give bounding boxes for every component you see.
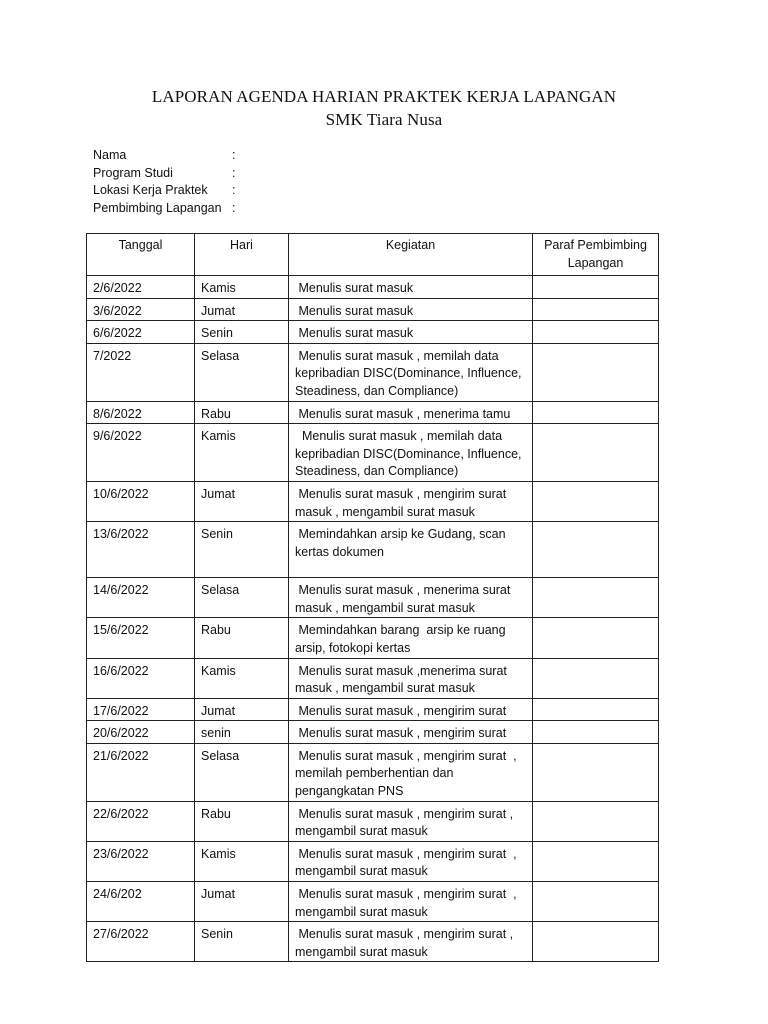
header-kegiatan: Kegiatan — [289, 234, 533, 276]
table-row — [87, 321, 659, 344]
cell-day: Rabu — [195, 618, 289, 658]
table-row — [87, 922, 659, 962]
table-row — [87, 743, 659, 801]
cell-activity: Menulis surat masuk , mengirim surat — [289, 721, 533, 744]
cell-day: Senin — [195, 522, 289, 578]
info-separator: : — [232, 200, 236, 215]
cell-date: 8/6/2022 — [87, 401, 195, 424]
cell-activity: Menulis surat masuk , mengirim surat , mengambil surat masuk — [289, 882, 533, 922]
cell-day: Rabu — [195, 401, 289, 424]
cell-signature — [533, 841, 659, 881]
cell-activity: Memindahkan arsip ke Gudang, scan kertas dokumen — [289, 522, 533, 578]
cell-date: 20/6/2022 — [87, 721, 195, 744]
cell-signature — [533, 743, 659, 801]
cell-date: 6/6/2022 — [87, 321, 195, 344]
table-row — [87, 424, 659, 482]
info-separator: : — [232, 148, 236, 162]
cell-signature — [533, 658, 659, 698]
school-name: SMK Tiara Nusa — [325, 110, 443, 129]
cell-activity: Menulis surat masuk , menerima surat masuk , mengambil surat masuk — [289, 578, 533, 618]
cell-day: Selasa — [195, 743, 289, 801]
table-row — [87, 298, 659, 321]
cell-signature — [533, 276, 659, 299]
cell-activity: Menulis surat masuk , menerima tamu — [289, 401, 533, 424]
cell-activity: Menulis surat masuk , mengirim surat masuk , mengambil surat masuk — [289, 481, 533, 521]
info-row-pembimbing — [93, 200, 242, 218]
cell-signature — [533, 618, 659, 658]
cell-date: 22/6/2022 — [87, 801, 195, 841]
cell-day: Jumat — [195, 481, 289, 521]
cell-day: Jumat — [195, 298, 289, 321]
table-row — [87, 276, 659, 299]
cell-date: 21/6/2022 — [87, 743, 195, 801]
cell-day: Kamis — [195, 424, 289, 482]
cell-activity: Memindahkan barang arsip ke ruang arsip, fotokopi kertas — [289, 618, 533, 658]
header-paraf: Paraf Pembimbing Lapangan — [533, 234, 659, 276]
table-row — [87, 343, 659, 401]
info-separator: : — [232, 165, 236, 180]
info-row-nama — [93, 147, 242, 165]
cell-day: Jumat — [195, 698, 289, 721]
cell-date: 16/6/2022 — [87, 658, 195, 698]
cell-day: senin — [195, 721, 289, 744]
table-row — [87, 481, 659, 521]
cell-activity: Menulis surat masuk , mengirim surat — [289, 698, 533, 721]
cell-date: 10/6/2022 — [87, 481, 195, 521]
cell-signature — [533, 578, 659, 618]
info-separator: : — [232, 183, 236, 198]
cell-date: 2/6/2022 — [87, 276, 195, 299]
table-row — [87, 801, 659, 841]
cell-day: Kamis — [195, 276, 289, 299]
header-hari: Hari — [195, 234, 289, 276]
cell-signature — [533, 922, 659, 962]
cell-signature — [533, 424, 659, 482]
info-label: Pembimbing Lapangan — [93, 200, 222, 215]
cell-date: 24/6/202 — [87, 882, 195, 922]
cell-activity: Menulis surat masuk , mengirim surat , memilah pemberhentian dan pengangkatan PNS — [289, 743, 533, 801]
header-tanggal: Tanggal — [87, 234, 195, 276]
cell-activity: Menulis surat masuk , mengirim surat , mengambil surat masuk — [289, 922, 533, 962]
cell-date: 23/6/2022 — [87, 841, 195, 881]
table-header-row — [87, 234, 659, 276]
cell-activity: Menulis surat masuk — [289, 298, 533, 321]
table-row — [87, 882, 659, 922]
cell-activity: Menulis surat masuk , mengirim surat , mengambil surat masuk — [289, 801, 533, 841]
cell-activity: Menulis surat masuk , memilah data kepribadian DISC(Dominance, Influence, Steadiness, dan Compliance) — [289, 343, 533, 401]
cell-date: 15/6/2022 — [87, 618, 195, 658]
cell-day: Rabu — [195, 801, 289, 841]
cell-day: Jumat — [195, 882, 289, 922]
cell-day: Selasa — [195, 578, 289, 618]
cell-date: 17/6/2022 — [87, 698, 195, 721]
table-row — [87, 522, 659, 578]
table-row — [87, 721, 659, 744]
info-row-program-studi — [93, 165, 242, 183]
table-row — [87, 841, 659, 881]
info-row-lokasi — [93, 182, 242, 200]
report-title: LAPORAN AGENDA HARIAN PRAKTEK KERJA LAPANGAN — [151, 87, 617, 106]
cell-activity: Menulis surat masuk — [289, 321, 533, 344]
cell-date: 9/6/2022 — [87, 424, 195, 482]
cell-signature — [533, 481, 659, 521]
cell-signature — [533, 698, 659, 721]
info-label: Nama — [93, 148, 127, 162]
cell-date: 27/6/2022 — [87, 922, 195, 962]
student-info-block — [93, 147, 242, 217]
cell-signature — [533, 522, 659, 578]
cell-day: Senin — [195, 321, 289, 344]
cell-date: 14/6/2022 — [87, 578, 195, 618]
info-label: Program Studi — [93, 165, 173, 180]
info-label: Lokasi Kerja Praktek — [93, 183, 208, 198]
table-row — [87, 658, 659, 698]
cell-activity: Menulis surat masuk , mengirim surat , mengambil surat masuk — [289, 841, 533, 881]
cell-activity: Menulis surat masuk , memilah data kepribadian DISC(Dominance, Influence, Steadiness, dan Compliance) — [289, 424, 533, 482]
cell-activity: Menulis surat masuk ,menerima surat masuk , mengambil surat masuk — [289, 658, 533, 698]
cell-day: Kamis — [195, 841, 289, 881]
cell-signature — [533, 882, 659, 922]
cell-date: 3/6/2022 — [87, 298, 195, 321]
cell-day: Senin — [195, 922, 289, 962]
table-row — [87, 578, 659, 618]
cell-activity: Menulis surat masuk — [289, 276, 533, 299]
cell-signature — [533, 298, 659, 321]
cell-day: Kamis — [195, 658, 289, 698]
table-row — [87, 618, 659, 658]
agenda-table — [86, 233, 659, 962]
table-row — [87, 698, 659, 721]
cell-signature — [533, 401, 659, 424]
cell-signature — [533, 801, 659, 841]
cell-date: 13/6/2022 — [87, 522, 195, 578]
agenda-table-body — [87, 276, 659, 962]
cell-signature — [533, 721, 659, 744]
cell-signature — [533, 321, 659, 344]
cell-date: 7/2022 — [87, 343, 195, 401]
table-row — [87, 401, 659, 424]
cell-day: Selasa — [195, 343, 289, 401]
cell-signature — [533, 343, 659, 401]
